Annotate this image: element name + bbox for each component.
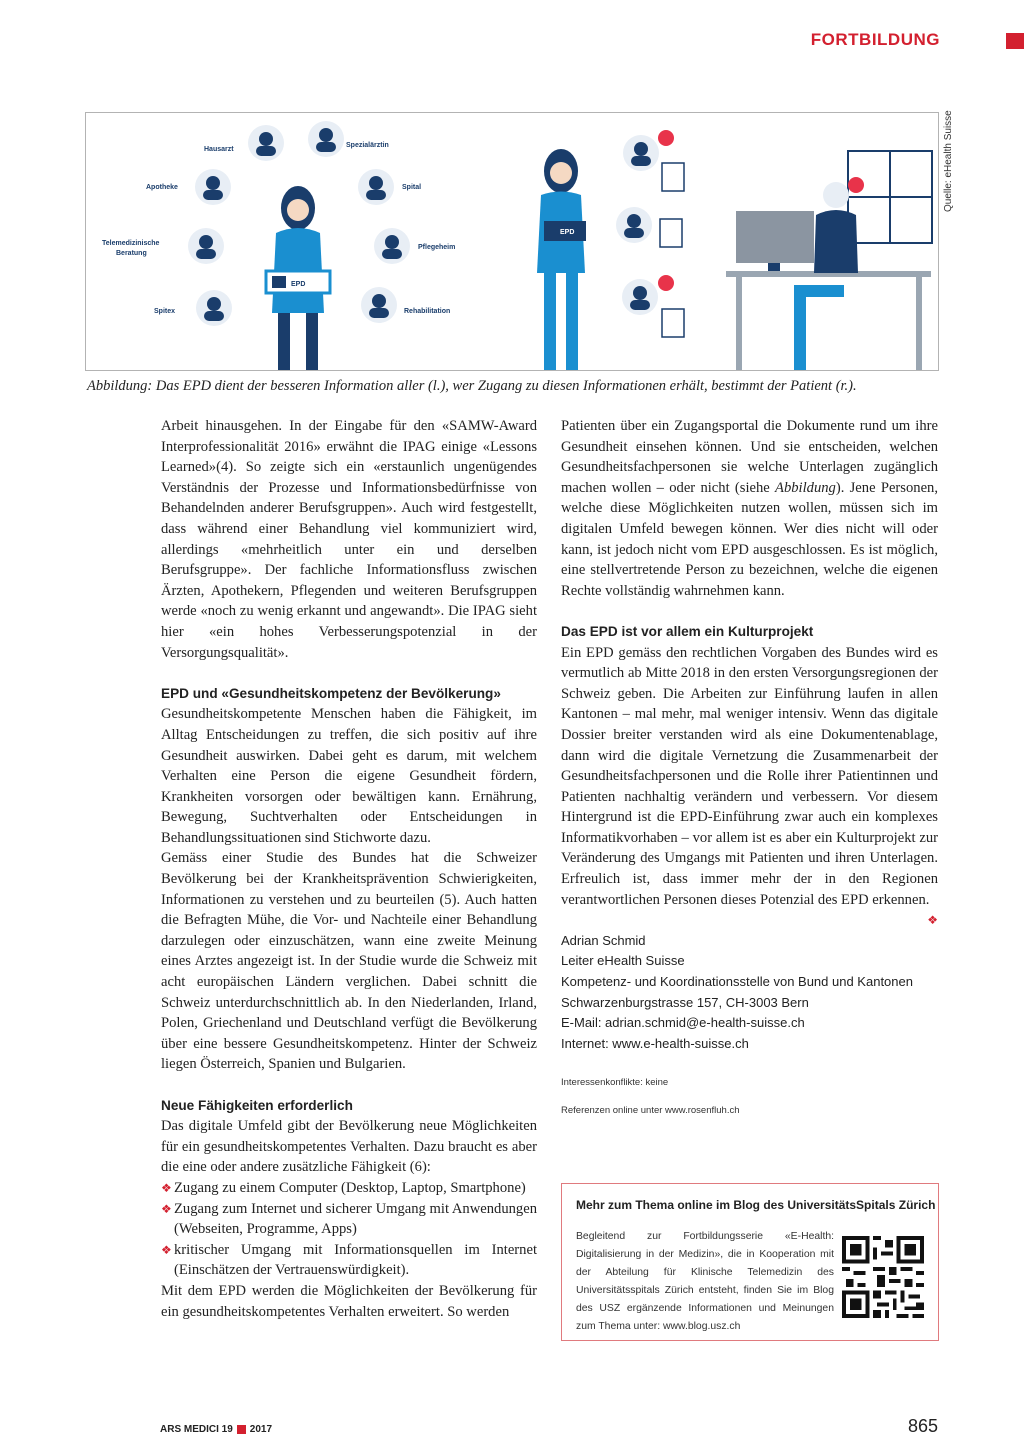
profession-circle-group (102, 121, 455, 370)
author-email[interactable]: E-Mail: adrian.schmid@e-health-suisse.ch (561, 1015, 805, 1031)
right-paragraph-2: Ein EPD gemäss den rechtlichen Vorgaben des Bundes wird es vermutlich ab Mitte 2018 in den ersten Versorgungsregionen der Schweiz geben. Die Arbeiten zur Einführung laufen in allen Kantonen – mal mehr, mal weniger intensiv. Wenn das digitale Dossier breiter verstanden wird als eine Dokumentenablage, dann wird die digitale Vernetzung die Zusammenarbeit der Gesundheitsfachpersonen und die Rolle ihrer Patientinnen und Patienten nachhaltig verändern und verbessern. Vor diesem Hintergrund ist die EPD-Einführung zwar auch ein komplexes Informatikvorhaben – vor allem ist es aber ein Kulturprojekt zur Veränderung des Umgangs mit Patienten und ihren Unterlagen. Erfreulich ist, dass immer mehr der in den Regionen verantwortlichen Personen dieses Potenzial des EPD erkennen. ❖ (561, 643, 938, 911)
left-paragraph-5: Mit dem EPD werden die Möglichkeiten der Bevölkerung für ein gesundheitskompetentes Verhalten erweitert. So werden (161, 1282, 537, 1320)
figure-caption: Abbildung: Das EPD dient der besseren Information aller (l.), wer Zugang zu diesen Informationen erhält, bestimmt der Patient (r.). (87, 378, 857, 394)
left-paragraph-3: Gemäss einer Studie des Bundes hat die Schweizer Bevölkerung bei der Krankheitsprävention Schwierigkeiten, Informationen zu verstehen und zu beurteilen (5). Auch hatten die Befragten Mühe, die Vor- und Nachteile einer Behandlung darzulegen oder einzuschätzen, wann eine zweite Meinung eines Arztes angezeigt ist. In der Studie wurde die Schweiz mit acht europäischen Ländern verglichen. Dabei schnitt die Schweiz unterdurchschnittlich ab. In den Niederlanden, Irland, Polen, Griechenland und Deutschland verfügt die Bevölkerung über eine bessere Gesundheitskompetenz. Hinter der Schweiz liegen Österreich, Spanien und Bulgarien. (161, 850, 537, 1073)
infobox-body: Begleitend zur Fortbildungsserie «E-Health: Digitalisierung in der Medizin», die in Kooperation mit der Abteilung für Klinische Telemedizin des Universitätsspitals Zürich entsteht, finden Sie im Blog des USZ ergänzende Informationen und Meinungen zum Thema unter: www.blog.usz.ch (576, 1231, 834, 1332)
list-item: ❖ Zugang zum Internet und sicherer Umgang mit Anwendungen (Webseiten, Programme, Apps) (161, 1199, 537, 1240)
label-apotheke: Apotheke (146, 184, 178, 191)
journal-year: 2017 (249, 1424, 273, 1435)
heading-gesundheitskompetenz: EPD und «Gesundheitskompetenz der Bevölkerung» (161, 685, 501, 701)
label-telemed-2: Beratung (116, 250, 147, 257)
blog-info-box (561, 1183, 939, 1341)
diamond-bullet-icon: ❖ (161, 1242, 172, 1257)
label-spezialaerztin: Spezialärztin (346, 142, 389, 149)
figure-source: Quelle: eHealth Suisse (943, 110, 954, 212)
author-address: Schwarzenburgstrasse 157, CH-3003 Bern (561, 994, 809, 1010)
label-spitex: Spitex (154, 308, 176, 315)
label-rehabilitation: Rehabilitation (404, 308, 451, 315)
right-column (561, 416, 938, 1118)
label-telemed-1: Telemedizinische (102, 240, 160, 247)
journal-name: ARS MEDICI 19 (160, 1424, 233, 1435)
qr-code-icon[interactable] (842, 1236, 924, 1318)
list-item: ❖ kritischer Umgang mit Informationsquellen im Internet (Einschätzen der Vertrauenswürdigkeit). (161, 1240, 537, 1281)
epd-card-left: EPD (291, 281, 306, 288)
epd-illustration (85, 112, 939, 371)
heading-kulturprojekt: Das EPD ist vor allem ein Kulturprojekt (561, 623, 814, 639)
left-column (161, 416, 537, 1322)
label-hausarzt: Hausarzt (204, 146, 234, 153)
journal-footer (160, 1424, 272, 1435)
diamond-bullet-icon: ❖ (161, 1201, 172, 1216)
header-marker (1006, 33, 1024, 49)
heading-neue-faehigkeiten: Neue Fähigkeiten erforderlich (161, 1097, 353, 1113)
right-paragraph-1: Patienten über ein Zugangsportal die Dokumente rund um ihre Gesundheit einsehen können. Und sie entscheiden, welchen Gesundheitsfachpersonen sie welche Unterlagen zugänglich machen wollen – oder nicht (siehe Abbildung). Jene Personen, welche diese Möglichkeiten nutzen wollen, müssen sich im digitalen Umfeld bewegen können. Wer dies nicht will oder kann, ist jedoch nicht vom EPD ausgeschlossen. Es ist möglich, eine stellvertretende Person zu bezeichnen, welche die eigenen Rechte vollständig wahrnehmen kann. (561, 418, 938, 599)
left-paragraph-4: Das digitale Umfeld gibt der Bevölkerung neue Möglichkeiten für ein gesundheitskompetentes Verhalten. Dazu braucht es aber die eine oder andere zusätzliche Fähigkeit (6): (161, 1118, 537, 1176)
footer-marker (237, 1425, 246, 1434)
list-item: ❖ Zugang zu einem Computer (Desktop, Laptop, Smartphone) (161, 1178, 537, 1199)
label-spital: Spital (402, 184, 422, 191)
author-role: Leiter eHealth Suisse (561, 953, 685, 969)
references-note: Referenzen online unter www.rosenfluh.ch (561, 1105, 740, 1117)
author-name: Adrian Schmid (561, 932, 646, 948)
left-paragraph-2: Gesundheitskompetente Menschen haben die Fähigkeit, im Alltag Entscheidungen zu treffen, die sich positiv auf ihre Gesundheit auswirken. Dabei geht es darum, mit welchem Verhalten eine Person die eigene Gesundheit fördern, Krankheiten vorsorgen oder bewältigen kann. Ernährung, Bewegung, Suchtverhalten oder Entscheidungen in Behandlungssituationen sind Stichworte dazu. (161, 706, 537, 846)
left-paragraph-1: Arbeit hinausgehen. In der Eingabe für den «SAMW-Award Interprofessionalität 2016» erwähnt die IPAG einige «Lessons Learned»(4). So zeigte sich ein «erstaunlich ungenügendes Verständnis der Prozesse und Informationsbedürfnisse von Behandelnden anderer Berufsgruppen». Auch wird festgestellt, dass während einer Behandlung viel kommuniziert wird, allerdings «mehrheitlich unter ein und derselben Berufsgruppe». Der fachliche Informationsfluss zwischen Ärzten, Apothekern, Pflegenden und weiteren Berufsgruppen werde «noch zu wenig erkannt und angewandt». Die IPAG sieht hier «ein hohes Verbesserungspotenzial in der Versorgungsqualität». (161, 418, 537, 661)
conflicts-of-interest: Interessenkonflikte: keine (561, 1077, 669, 1089)
end-diamond-icon: ❖ (927, 913, 938, 928)
label-pflegeheim: Pflegeheim (418, 244, 456, 251)
section-header: FORTBILDUNG (810, 30, 940, 49)
epd-card-right: EPD (560, 229, 575, 236)
page-number: 865 (907, 1416, 938, 1436)
diamond-bullet-icon: ❖ (161, 1180, 172, 1195)
patient-scene (537, 130, 932, 370)
woman-figure-left (266, 186, 330, 370)
infobox-title: Mehr zum Thema online im Blog des UniversitätsSpitals Zürich (576, 1198, 936, 1212)
author-website[interactable]: Internet: www.e-health-suisse.ch (561, 1035, 749, 1051)
author-org: Kompetenz- und Koordinationsstelle von Bund und Kantonen (561, 974, 913, 990)
